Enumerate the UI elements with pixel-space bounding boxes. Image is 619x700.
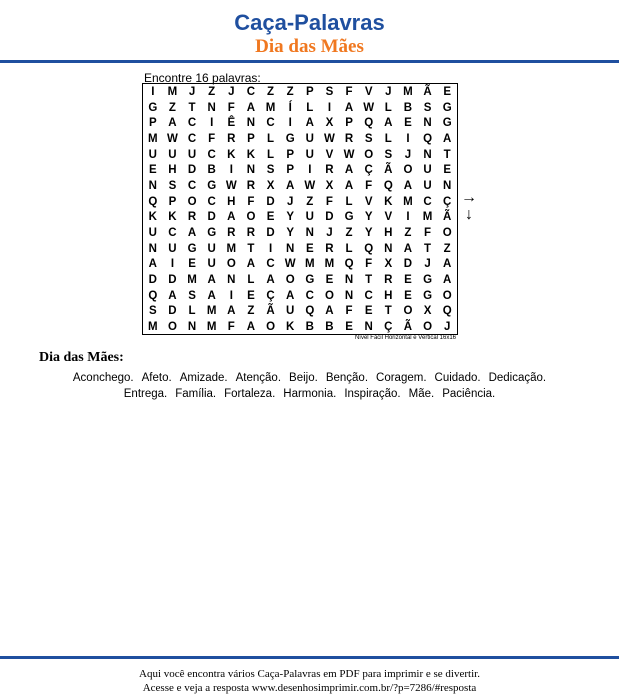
- grid-letter: H: [227, 195, 236, 208]
- grid-letter: E: [443, 85, 452, 98]
- grid-letter: I: [327, 101, 332, 114]
- grid-letter: C: [187, 132, 197, 145]
- grid-letter: C: [266, 117, 275, 130]
- grid-letter: N: [286, 242, 295, 255]
- grid-letter: N: [443, 179, 452, 192]
- grid-letter: A: [286, 179, 295, 192]
- grid-letter: D: [168, 305, 177, 318]
- arrow-down-icon: ↓: [465, 206, 473, 223]
- grid-letter: F: [227, 321, 235, 334]
- grid-letter: D: [403, 258, 413, 271]
- grid-letter: F: [325, 195, 333, 208]
- grid-letter: I: [229, 289, 233, 302]
- grid-letter: M: [148, 321, 158, 334]
- grid-letter: W: [225, 179, 237, 192]
- grid-letter: A: [305, 117, 314, 130]
- grid-letter: E: [345, 321, 353, 334]
- grid-letter: J: [443, 321, 451, 334]
- grid-letter: Ê: [227, 117, 236, 130]
- grid-letter: R: [187, 211, 197, 224]
- word-item: Paciência.: [442, 388, 496, 400]
- grid-letter: U: [148, 148, 157, 161]
- grid-letter: V: [325, 148, 334, 161]
- grid-letter: F: [208, 132, 216, 145]
- grid-letter: W: [324, 132, 335, 145]
- grid-letter: N: [423, 148, 432, 161]
- grid-letter: K: [168, 211, 177, 224]
- grid-letter: U: [207, 258, 216, 271]
- grid-letter: I: [210, 117, 214, 130]
- grid-letter: Q: [364, 242, 374, 255]
- grid-letter: N: [246, 117, 256, 130]
- grid-letter: D: [325, 211, 334, 224]
- grid-letter: P: [305, 85, 314, 98]
- grid-letter: E: [404, 117, 412, 130]
- grid-letter: Z: [247, 305, 255, 318]
- grid-letter: T: [188, 101, 196, 114]
- grid-letter: L: [247, 274, 255, 287]
- grid-letter: P: [345, 117, 353, 130]
- grid-letter: O: [364, 148, 374, 161]
- word-item: Beijo.: [289, 372, 318, 384]
- word-item: Inspiração.: [344, 388, 401, 400]
- grid-letter: Q: [423, 132, 433, 145]
- grid-letter: O: [442, 227, 452, 240]
- word-item: Mãe.: [408, 388, 435, 400]
- grid-letter: J: [326, 227, 333, 240]
- grid-letter: Ç: [364, 164, 373, 177]
- grid-letter: A: [168, 289, 177, 302]
- grid-letter: E: [305, 242, 314, 255]
- grid-letter: C: [305, 289, 314, 302]
- grid-letter: A: [246, 321, 256, 334]
- grid-letter: A: [443, 274, 452, 287]
- grid-letter: A: [148, 258, 157, 271]
- grid-letter: U: [305, 211, 314, 224]
- grid-letter: A: [443, 132, 452, 145]
- grid-letter: H: [384, 289, 393, 302]
- grid-letter: C: [364, 289, 373, 302]
- word-list-line-1: [20, 372, 599, 384]
- grid-letter: Ã: [266, 305, 275, 318]
- grid-letter: M: [403, 85, 413, 98]
- grid-letter: Ç: [266, 289, 275, 302]
- grid-letter: P: [168, 195, 177, 208]
- grid-letter: F: [345, 85, 353, 98]
- grid-letter: I: [170, 258, 175, 271]
- grid-letter: N: [207, 101, 216, 114]
- page-title: Caça-Palavras: [234, 10, 385, 35]
- grid-letter: N: [187, 321, 197, 334]
- grid-letter: W: [284, 258, 296, 271]
- grid-letter: K: [227, 148, 236, 161]
- grid-letter: M: [206, 321, 217, 334]
- grid-letter: A: [344, 179, 354, 192]
- grid-letter: H: [384, 227, 393, 240]
- grid-letter: S: [384, 148, 393, 161]
- grid-letter: U: [423, 179, 432, 192]
- grid-letter: O: [442, 289, 452, 302]
- grid-letter: X: [384, 258, 393, 271]
- grid-letter: G: [344, 211, 354, 224]
- grid-letter: O: [187, 195, 197, 208]
- grid-letter: Z: [168, 101, 176, 114]
- grid-letter: V: [384, 211, 393, 224]
- grid-letter: Í: [288, 101, 292, 114]
- grid-letter: N: [227, 274, 236, 287]
- word-item: Cuidado.: [434, 372, 481, 384]
- page-subtitle: Dia das Mães: [255, 36, 364, 57]
- grid-letter: A: [443, 258, 452, 271]
- grid-letter: I: [308, 164, 312, 177]
- grid-letter: C: [246, 85, 256, 98]
- grid-letter: C: [266, 258, 275, 271]
- grid-letter: D: [207, 211, 216, 224]
- grid-letter: M: [187, 274, 197, 287]
- grid-letter: G: [442, 101, 452, 114]
- grid-letter: U: [168, 242, 177, 255]
- grid-letter: P: [247, 132, 255, 145]
- grid-letter: Ã: [384, 164, 393, 177]
- grid-letter: F: [365, 179, 373, 192]
- grid-letter: M: [265, 101, 276, 114]
- word-item: Família.: [175, 388, 217, 400]
- grid-letter: O: [324, 289, 334, 302]
- grid-letter: A: [384, 117, 393, 130]
- grid-letter: E: [404, 289, 412, 302]
- grid-letter: G: [207, 179, 217, 192]
- grid-letter: O: [246, 211, 256, 224]
- grid-letter: Q: [383, 179, 393, 192]
- grid-letter: D: [187, 164, 197, 177]
- grid-letter: O: [226, 258, 236, 271]
- grid-letter: G: [442, 117, 452, 130]
- grid-letter: U: [148, 227, 157, 240]
- grid-letter: N: [344, 274, 354, 287]
- grid-letter: Z: [267, 85, 275, 98]
- grid-letter: G: [285, 132, 295, 145]
- grid-letter: S: [168, 179, 177, 192]
- grid-letter: U: [207, 242, 216, 255]
- word-list-line-2: [20, 388, 599, 400]
- grid-letter: S: [325, 85, 334, 98]
- grid-letter: U: [187, 148, 197, 161]
- grid-letter: Q: [305, 305, 315, 318]
- word-item: Harmonia.: [283, 388, 337, 400]
- grid-letter: W: [167, 132, 178, 145]
- grid-letter: P: [148, 117, 157, 130]
- grid-letter: L: [267, 148, 275, 161]
- grid-letter: T: [384, 305, 392, 318]
- grid-letter: N: [423, 117, 432, 130]
- difficulty-label: Nível Fácil Horizontal e Vertical 16x16: [354, 335, 456, 341]
- grid-letter: G: [305, 274, 315, 287]
- grid-letter: E: [247, 289, 255, 302]
- grid-letter: N: [384, 242, 393, 255]
- grid-letter: G: [423, 274, 433, 287]
- grid-letter: A: [344, 101, 354, 114]
- word-item: Benção.: [325, 372, 369, 384]
- grid-letter: R: [246, 227, 256, 240]
- grid-letter: R: [325, 164, 334, 177]
- grid-letter: D: [168, 274, 177, 287]
- grid-letter: T: [365, 274, 373, 287]
- grid-letter: L: [345, 242, 353, 255]
- grid-letter: E: [325, 274, 334, 287]
- grid-letter: Y: [364, 211, 373, 224]
- grid-letter: R: [227, 227, 236, 240]
- word-item: Afeto.: [141, 372, 172, 384]
- grid-letter: A: [246, 258, 256, 271]
- grid-letter: C: [423, 195, 432, 208]
- grid-letter: L: [384, 132, 392, 145]
- grid-letter: Ç: [384, 321, 393, 334]
- grid-letter: C: [187, 179, 197, 192]
- grid-letter: I: [406, 132, 410, 145]
- grid-letter: F: [424, 227, 432, 240]
- header-divider: [0, 60, 619, 63]
- footer-line-1: Aqui você encontra vários Caça-Palavras em PDF para imprimir e se divertir.: [139, 668, 480, 680]
- grid-letter: Q: [364, 117, 374, 130]
- footer-line-2: Acesse e veja a resposta www.desenhosimprimir.com.br/?p=7286/#resposta: [142, 682, 477, 694]
- grid-letter: Z: [286, 85, 294, 98]
- grid-letter: J: [228, 85, 235, 98]
- grid-letter: R: [246, 179, 256, 192]
- word-item: Dedicação.: [488, 372, 547, 384]
- grid-letter: S: [423, 101, 432, 114]
- grid-letter: S: [364, 132, 373, 145]
- grid-letter: F: [227, 101, 235, 114]
- grid-letter: Y: [286, 211, 295, 224]
- grid-letter: E: [188, 258, 196, 271]
- grid-letter: M: [226, 242, 237, 255]
- grid-letter: A: [187, 227, 197, 240]
- grid-letter: E: [266, 211, 275, 224]
- grid-letter: O: [423, 321, 433, 334]
- grid-letter: W: [304, 179, 316, 192]
- grid-letter: C: [187, 117, 197, 130]
- grid-letter: K: [286, 321, 295, 334]
- grid-letter: J: [286, 195, 294, 208]
- grid-letter: C: [207, 148, 216, 161]
- grid-letter: Y: [364, 227, 373, 240]
- grid-letter: I: [288, 117, 292, 130]
- grid-letter: P: [286, 148, 295, 161]
- grid-letter: U: [168, 148, 177, 161]
- grid-letter: K: [384, 195, 393, 208]
- grid-letter: A: [286, 289, 295, 302]
- grid-letter: L: [345, 195, 353, 208]
- grid-letter: R: [227, 132, 236, 145]
- grid-letter: H: [168, 164, 177, 177]
- grid-letter: Z: [208, 85, 216, 98]
- grid-letter: B: [325, 321, 334, 334]
- grid-letter: U: [423, 164, 432, 177]
- grid-letter: Q: [148, 289, 158, 302]
- grid-letter: S: [148, 305, 157, 318]
- grid-letter: E: [148, 164, 157, 177]
- grid-letter: K: [246, 148, 256, 161]
- grid-letter: N: [148, 179, 157, 192]
- grid-letter: I: [229, 164, 233, 177]
- arrow-right-icon: →: [461, 189, 477, 206]
- grid-letter: F: [345, 305, 353, 318]
- grid-letter: Ã: [423, 85, 432, 98]
- grid-letter: O: [403, 305, 413, 318]
- grid-letter: X: [266, 179, 275, 192]
- grid-letter: A: [325, 305, 334, 318]
- grid-letter: M: [422, 211, 433, 224]
- grid-letter: T: [424, 242, 432, 255]
- grid-letter: N: [364, 321, 373, 334]
- grid-letter: G: [148, 101, 158, 114]
- grid-letter: K: [148, 211, 157, 224]
- grid-letter: Ã: [403, 321, 413, 334]
- grid-letter: Ã: [443, 211, 452, 224]
- grid-letter: U: [305, 148, 314, 161]
- grid-letter: I: [268, 242, 273, 255]
- grid-letter: A: [207, 289, 216, 302]
- grid-letter: O: [285, 274, 295, 287]
- footer-divider: [0, 656, 619, 659]
- grid-letter: T: [443, 148, 451, 161]
- grid-letter: J: [424, 258, 431, 271]
- grid-letter: B: [403, 101, 413, 114]
- grid-letter: U: [305, 132, 314, 145]
- grid-letter: U: [286, 305, 295, 318]
- grid-letter: Z: [404, 227, 412, 240]
- grid-letter: A: [344, 164, 354, 177]
- grid-letter: D: [266, 227, 275, 240]
- grid-letter: Z: [443, 242, 451, 255]
- grid-letter: T: [247, 242, 255, 255]
- grid-letter: W: [343, 148, 355, 161]
- grid-letter: R: [344, 132, 354, 145]
- grid-letter: F: [247, 195, 255, 208]
- grid-letter: B: [305, 321, 314, 334]
- grid-letter: M: [167, 85, 178, 98]
- word-item: Entrega.: [123, 388, 168, 400]
- grid-letter: A: [168, 117, 177, 130]
- grid-letter: B: [207, 164, 216, 177]
- grid-letter: M: [324, 258, 335, 271]
- grid-letter: N: [148, 242, 157, 255]
- grid-letter: Ç: [443, 195, 452, 208]
- grid-letter: A: [227, 305, 236, 318]
- grid-letter: D: [266, 195, 275, 208]
- grid-letter: C: [207, 195, 216, 208]
- word-list-heading: Dia das Mães:: [39, 350, 124, 365]
- word-item: Coragem.: [376, 372, 427, 384]
- word-item: Aconchego.: [72, 372, 134, 384]
- grid-letter: C: [168, 227, 177, 240]
- grid-letter: V: [364, 195, 373, 208]
- word-item: Atenção.: [235, 372, 282, 384]
- grid-letter: L: [306, 101, 314, 114]
- grid-letter: A: [246, 101, 256, 114]
- grid-letter: L: [188, 305, 196, 318]
- grid-letter: F: [365, 258, 373, 271]
- grid-letter: O: [403, 164, 413, 177]
- grid-letter: D: [148, 274, 157, 287]
- grid-letter: M: [148, 132, 158, 145]
- letter-grid: [142, 83, 458, 335]
- grid-letter: L: [267, 132, 275, 145]
- grid-letter: O: [167, 321, 177, 334]
- grid-letter: G: [423, 289, 433, 302]
- grid-letter: R: [325, 242, 334, 255]
- grid-letter: P: [286, 164, 295, 177]
- word-item: Fortaleza.: [224, 388, 276, 400]
- grid-letter: Y: [286, 227, 295, 240]
- grid-letter: I: [406, 211, 410, 224]
- grid-letter: A: [403, 179, 413, 192]
- grid-letter: J: [385, 85, 392, 98]
- grid-letter: Q: [344, 258, 354, 271]
- grid-letter: S: [188, 289, 196, 302]
- grid-letter: E: [364, 305, 373, 318]
- grid-letter: N: [246, 164, 256, 177]
- grid-letter: M: [206, 305, 217, 318]
- grid-letter: E: [443, 164, 452, 177]
- grid-letter: Z: [345, 227, 353, 240]
- grid-letter: N: [305, 227, 314, 240]
- grid-letter: A: [403, 242, 413, 255]
- grid-letter: G: [207, 227, 217, 240]
- grid-letter: L: [384, 101, 392, 114]
- grid-letter: J: [188, 85, 196, 98]
- grid-letter: A: [227, 211, 236, 224]
- grid-letter: W: [363, 101, 375, 114]
- grid-letter: X: [325, 117, 334, 130]
- grid-letter: X: [423, 305, 432, 318]
- grid-letter: O: [266, 321, 276, 334]
- grid-letter: N: [344, 289, 354, 302]
- grid-letter: X: [325, 179, 334, 192]
- grid-letter: M: [403, 195, 413, 208]
- word-item: Amizade.: [179, 372, 228, 384]
- grid-letter: E: [404, 274, 412, 287]
- grid-letter: A: [207, 274, 216, 287]
- grid-letter: A: [266, 274, 275, 287]
- grid-letter: Q: [148, 195, 158, 208]
- grid-letter: Q: [442, 305, 452, 318]
- puzzle-instruction: Encontre 16 palavras:: [144, 71, 261, 85]
- grid-letter: M: [305, 258, 315, 271]
- grid-letter: S: [266, 164, 275, 177]
- grid-letter: V: [364, 85, 373, 98]
- grid-letter: J: [404, 148, 412, 161]
- grid-letter: G: [187, 242, 197, 255]
- grid-letter: I: [151, 85, 155, 98]
- grid-letter: R: [384, 274, 393, 287]
- grid-letter: Z: [306, 195, 314, 208]
